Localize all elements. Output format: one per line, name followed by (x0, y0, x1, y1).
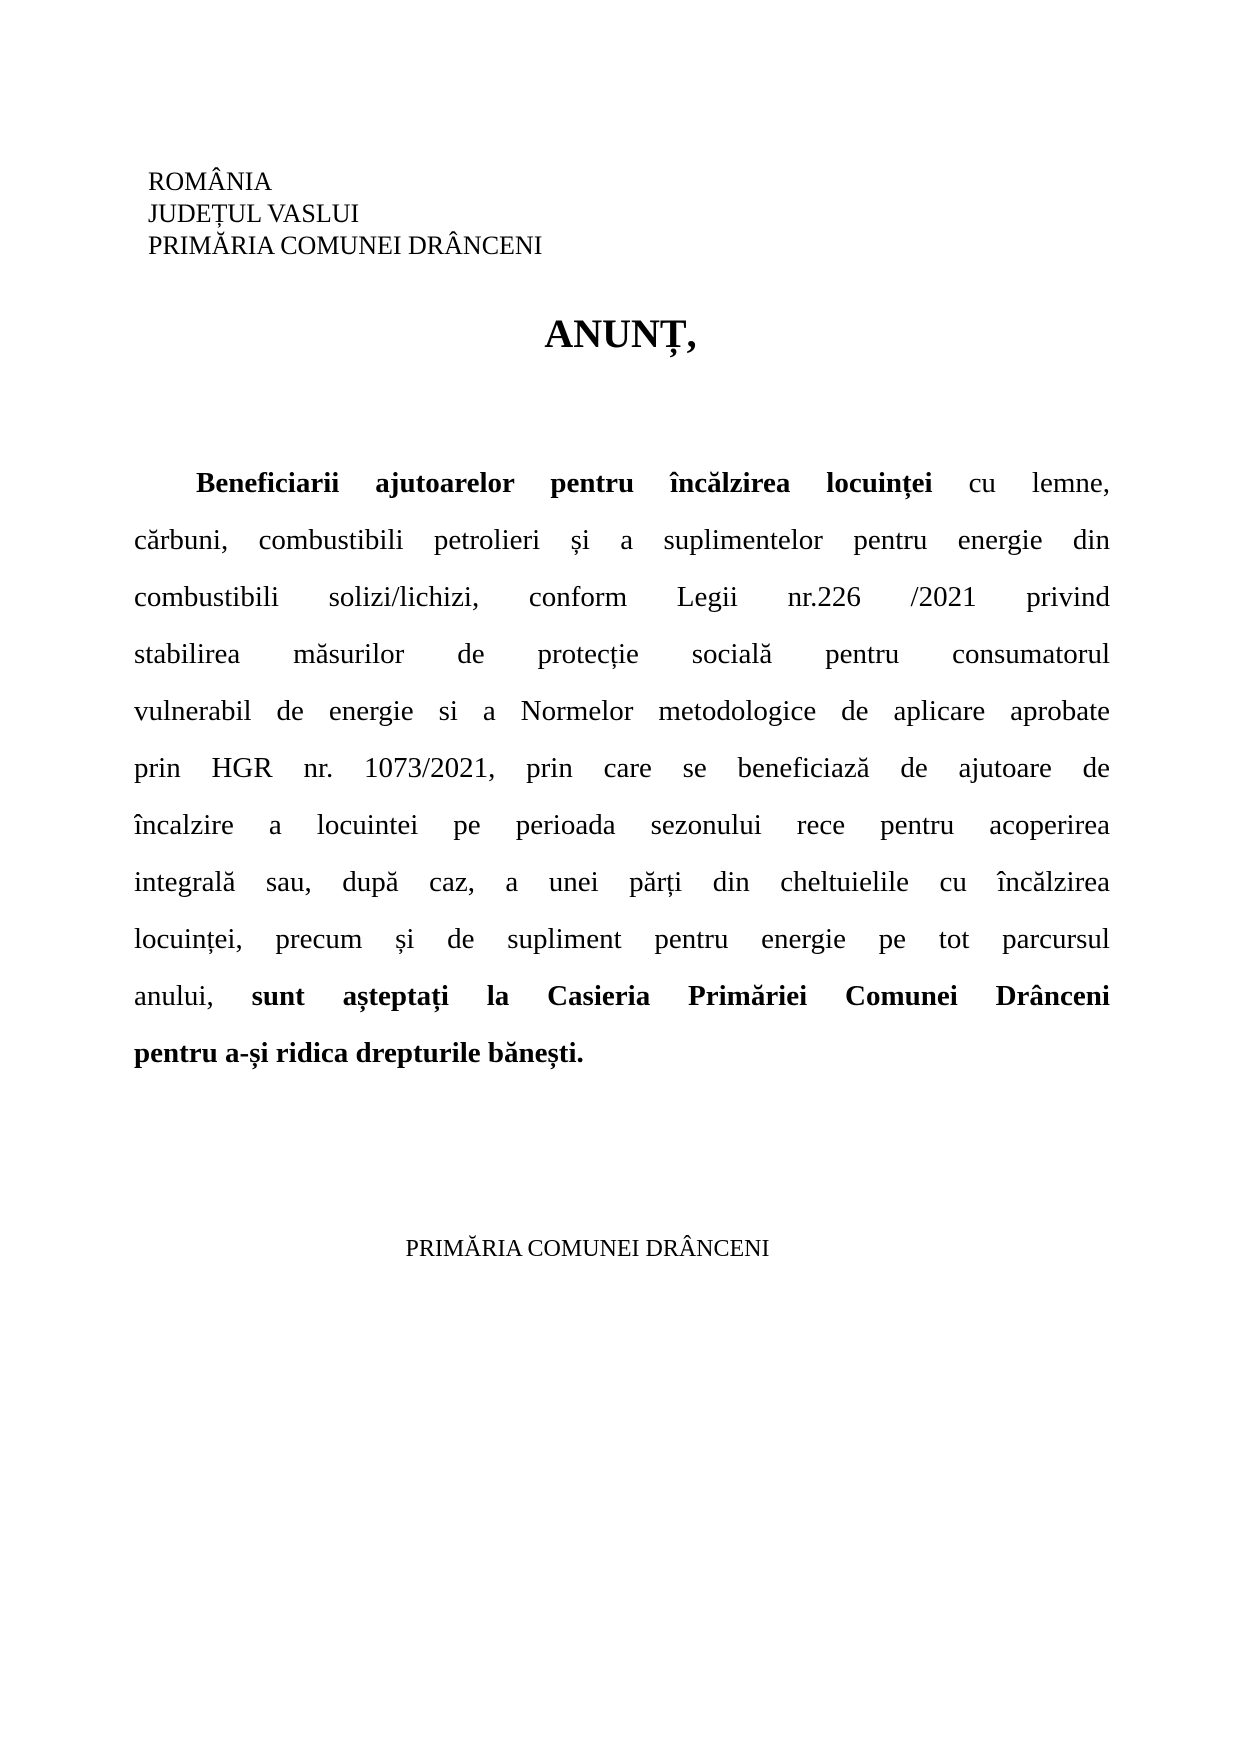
body-line-3-text: combustibili solizi/lichizi, conform Legii nr.226 /2021 privind (134, 581, 1110, 613)
document-header (148, 166, 542, 262)
body-line-11-bold-text: pentru a-și ridica drepturile bănești. (134, 1037, 584, 1069)
document-footer (0, 1232, 1241, 1266)
body-line-2 (134, 512, 1110, 569)
body-line-6 (134, 740, 1110, 797)
body-line-1-text: cu lemne, (932, 467, 1110, 499)
header-line-country: ROMÂNIA (148, 167, 273, 196)
header-line-county: JUDEȚUL VASLUI (148, 199, 360, 228)
document-title: ANUNȚ, (544, 311, 697, 356)
body-line-2-text: cărbuni, combustibili petrolieri și a suplimentelor pentru energie din (134, 524, 1110, 556)
body-line-9-text: locuinței, precum și de supliment pentru energie pe tot parcursul (134, 923, 1110, 955)
body-line-4-text: stabilirea măsurilor de protecție socială pentru consumatorul (134, 638, 1110, 670)
body-line-8 (134, 854, 1110, 911)
footer-signature-text: PRIMĂRIA COMUNEI DRÂNCENI (405, 1236, 770, 1262)
body-line-1-bold-text: Beneficiarii ajutoarelor pentru încălzirea locuinței (196, 467, 933, 499)
body-line-10-bold-text: sunt așteptați la Casieria Primăriei Comunei Drânceni (251, 980, 1110, 1012)
body-line-10-text: anului, (134, 980, 252, 1012)
body-line-9 (134, 911, 1110, 968)
body-line-1 (134, 455, 1110, 512)
body-line-11 (134, 1025, 1110, 1082)
body-line-10 (134, 968, 1110, 1025)
body-line-5-text: vulnerabil de energie si a Normelor metodologice de aplicare aprobate (134, 695, 1110, 727)
body-line-6-text: prin HGR nr. 1073/2021, prin care se beneficiază de ajutoare de (134, 752, 1110, 784)
body-line-3 (134, 569, 1110, 626)
body-line-5 (134, 683, 1110, 740)
document-body (134, 455, 1110, 1082)
body-line-8-text: integrală sau, după caz, a unei părți din cheltuielile cu încălzirea (134, 866, 1110, 898)
body-line-7-text: încalzire a locuintei pe perioada sezonului rece pentru acoperirea (134, 809, 1110, 841)
body-line-7 (134, 797, 1110, 854)
header-line-townhall: PRIMĂRIA COMUNEI DRÂNCENI (148, 231, 543, 260)
body-line-4 (134, 626, 1110, 683)
